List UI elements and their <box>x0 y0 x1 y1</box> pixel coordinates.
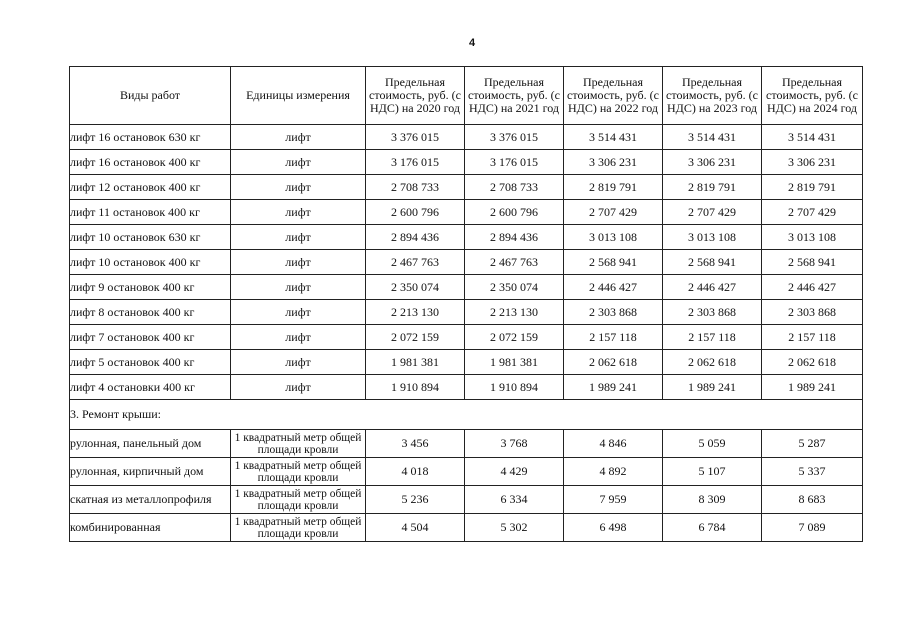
price-cell: 2 600 796 <box>366 200 465 225</box>
price-cell: 3 176 015 <box>465 150 564 175</box>
price-cell: 3 514 431 <box>663 125 762 150</box>
price-cell: 2 894 436 <box>366 225 465 250</box>
price-cell: 5 107 <box>663 458 762 486</box>
header-price-2021: Предельная стоимость, руб. (с НДС) на 2021 год <box>465 67 564 125</box>
table-row <box>70 486 863 514</box>
work-type-cell: лифт 16 остановок 400 кг <box>70 150 231 175</box>
table-row <box>70 175 863 200</box>
work-type-cell: лифт 4 остановки 400 кг <box>70 375 231 400</box>
price-cell: 2 568 941 <box>564 250 663 275</box>
price-cell: 1 981 381 <box>366 350 465 375</box>
price-cell: 4 504 <box>366 514 465 542</box>
unit-cell: лифт <box>231 325 366 350</box>
price-cell: 6 498 <box>564 514 663 542</box>
price-cell: 1 981 381 <box>465 350 564 375</box>
price-cell: 2 894 436 <box>465 225 564 250</box>
price-cell: 7 959 <box>564 486 663 514</box>
unit-cell: лифт <box>231 225 366 250</box>
price-cell: 8 309 <box>663 486 762 514</box>
work-type-cell: лифт 8 остановок 400 кг <box>70 300 231 325</box>
price-cell: 2 303 868 <box>762 300 863 325</box>
work-type-cell: лифт 11 остановок 400 кг <box>70 200 231 225</box>
price-cell: 4 018 <box>366 458 465 486</box>
header-price-2024: Предельная стоимость, руб. (с НДС) на 2024 год <box>762 67 863 125</box>
work-type-cell: лифт 9 остановок 400 кг <box>70 275 231 300</box>
page-number: 4 <box>468 37 476 49</box>
price-cell: 5 059 <box>663 430 762 458</box>
price-cell: 3 306 231 <box>663 150 762 175</box>
price-cell: 3 768 <box>465 430 564 458</box>
work-type-cell: лифт 10 остановок 400 кг <box>70 250 231 275</box>
table-row <box>70 225 863 250</box>
table-row <box>70 458 863 486</box>
price-cell: 2 467 763 <box>465 250 564 275</box>
price-cell: 2 568 941 <box>762 250 863 275</box>
price-cell: 2 062 618 <box>663 350 762 375</box>
price-cell: 2 157 118 <box>663 325 762 350</box>
price-cell: 2 819 791 <box>564 175 663 200</box>
section-heading: 3. Ремонт крыши: <box>70 400 863 430</box>
price-cell: 3 376 015 <box>465 125 564 150</box>
price-cell: 3 306 231 <box>564 150 663 175</box>
price-cell: 2 708 733 <box>366 175 465 200</box>
price-cell: 6 784 <box>663 514 762 542</box>
price-cell: 2 157 118 <box>564 325 663 350</box>
price-cell: 3 456 <box>366 430 465 458</box>
price-table <box>69 66 863 542</box>
price-cell: 2 707 429 <box>762 200 863 225</box>
price-cell: 5 236 <box>366 486 465 514</box>
price-cell: 2 467 763 <box>366 250 465 275</box>
table-row <box>70 275 863 300</box>
work-type-cell: рулонная, кирпичный дом <box>70 458 231 486</box>
header-price-2022: Предельная стоимость, руб. (с НДС) на 2022 год <box>564 67 663 125</box>
price-cell: 3 013 108 <box>564 225 663 250</box>
table-row <box>70 200 863 225</box>
price-cell: 2 072 159 <box>366 325 465 350</box>
price-cell: 2 350 074 <box>366 275 465 300</box>
price-cell: 2 819 791 <box>762 175 863 200</box>
table-row <box>70 514 863 542</box>
table-body <box>70 125 863 542</box>
price-cell: 1 989 241 <box>663 375 762 400</box>
price-cell: 2 707 429 <box>564 200 663 225</box>
price-cell: 3 514 431 <box>762 125 863 150</box>
price-cell: 3 306 231 <box>762 150 863 175</box>
unit-cell: лифт <box>231 175 366 200</box>
price-cell: 2 708 733 <box>465 175 564 200</box>
price-cell: 4 429 <box>465 458 564 486</box>
table-row <box>70 325 863 350</box>
price-cell: 2 213 130 <box>366 300 465 325</box>
price-cell: 2 213 130 <box>465 300 564 325</box>
unit-cell: лифт <box>231 350 366 375</box>
unit-cell: лифт <box>231 250 366 275</box>
price-cell: 2 072 159 <box>465 325 564 350</box>
work-type-cell: рулонная, панельный дом <box>70 430 231 458</box>
work-type-cell: лифт 5 остановок 400 кг <box>70 350 231 375</box>
price-cell: 6 334 <box>465 486 564 514</box>
price-cell: 2 819 791 <box>663 175 762 200</box>
header-price-2023: Предельная стоимость, руб. (с НДС) на 2023 год <box>663 67 762 125</box>
price-cell: 1 989 241 <box>564 375 663 400</box>
header-row <box>70 67 863 125</box>
table-row <box>70 125 863 150</box>
price-cell: 8 683 <box>762 486 863 514</box>
price-cell: 1 989 241 <box>762 375 863 400</box>
unit-cell: лифт <box>231 200 366 225</box>
price-cell: 3 376 015 <box>366 125 465 150</box>
price-cell: 2 303 868 <box>663 300 762 325</box>
price-cell: 3 013 108 <box>663 225 762 250</box>
unit-cell: 1 квадратный метр общей площади кровли <box>231 430 366 458</box>
work-type-cell: лифт 7 остановок 400 кг <box>70 325 231 350</box>
price-cell: 2 062 618 <box>564 350 663 375</box>
price-cell: 5 337 <box>762 458 863 486</box>
unit-cell: 1 квадратный метр общей площади кровли <box>231 486 366 514</box>
header-price-2020: Предельная стоимость, руб. (с НДС) на 2020 год <box>366 67 465 125</box>
unit-cell: лифт <box>231 300 366 325</box>
table-row <box>70 375 863 400</box>
work-type-cell: скатная из металлопрофиля <box>70 486 231 514</box>
price-cell: 2 707 429 <box>663 200 762 225</box>
price-cell: 2 446 427 <box>663 275 762 300</box>
price-cell: 2 157 118 <box>762 325 863 350</box>
price-cell: 3 514 431 <box>564 125 663 150</box>
section-row <box>70 400 863 430</box>
unit-cell: 1 квадратный метр общей площади кровли <box>231 514 366 542</box>
table-row <box>70 350 863 375</box>
price-cell: 4 846 <box>564 430 663 458</box>
work-type-cell: лифт 12 остановок 400 кг <box>70 175 231 200</box>
unit-cell: 1 квадратный метр общей площади кровли <box>231 458 366 486</box>
price-cell: 1 910 894 <box>465 375 564 400</box>
price-cell: 2 303 868 <box>564 300 663 325</box>
table-row <box>70 250 863 275</box>
price-cell: 7 089 <box>762 514 863 542</box>
unit-cell: лифт <box>231 275 366 300</box>
header-unit: Единицы измерения <box>231 67 366 125</box>
table-row <box>70 150 863 175</box>
work-type-cell: комбинированная <box>70 514 231 542</box>
price-cell: 2 446 427 <box>564 275 663 300</box>
table-row <box>70 300 863 325</box>
unit-cell: лифт <box>231 375 366 400</box>
price-cell: 4 892 <box>564 458 663 486</box>
price-cell: 5 287 <box>762 430 863 458</box>
price-cell: 2 568 941 <box>663 250 762 275</box>
price-cell: 3 176 015 <box>366 150 465 175</box>
price-cell: 3 013 108 <box>762 225 863 250</box>
unit-cell: лифт <box>231 125 366 150</box>
header-work: Виды работ <box>70 67 231 125</box>
price-cell: 2 350 074 <box>465 275 564 300</box>
price-cell: 2 062 618 <box>762 350 863 375</box>
price-cell: 2 600 796 <box>465 200 564 225</box>
unit-cell: лифт <box>231 150 366 175</box>
price-cell: 2 446 427 <box>762 275 863 300</box>
work-type-cell: лифт 10 остановок 630 кг <box>70 225 231 250</box>
price-cell: 1 910 894 <box>366 375 465 400</box>
price-cell: 5 302 <box>465 514 564 542</box>
work-type-cell: лифт 16 остановок 630 кг <box>70 125 231 150</box>
table-row <box>70 430 863 458</box>
